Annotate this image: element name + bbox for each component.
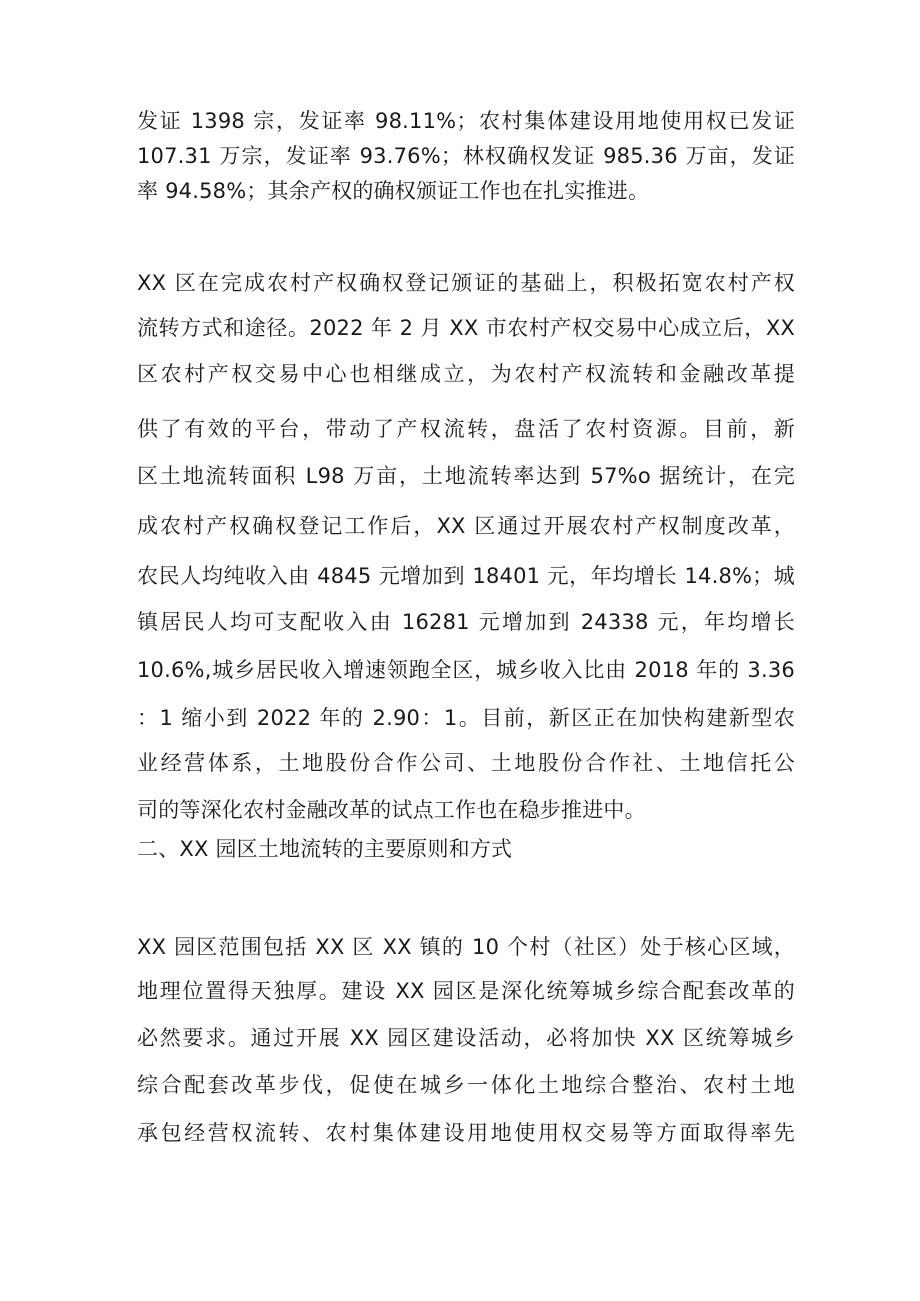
paragraph-2-line: XX 区在完成农村产权确权登记颁证的基础上，积极拓宽农村产权	[137, 271, 795, 295]
paragraph-2-line: 镇居民人均可支配收入由 16281 元增加到 24338 元，年均增长	[137, 610, 795, 634]
paragraph-1-line: 107.31 万宗，发证率 93.76%；林权确权发证 985.36 万亩，发证	[137, 144, 795, 168]
paragraph-2-line: 供了有效的平台，带动了产权流转，盘活了农村资源。目前，新	[137, 417, 795, 441]
paragraph-3-line: 承包经营权流转、农村集体建设用地使用权交易等方面取得率先	[137, 1121, 795, 1145]
section-heading: 二、XX 园区土地流转的主要原则和方式	[137, 837, 513, 861]
paragraph-2-line: 业经营体系，土地股份合作公司、土地股份合作社、土地信托公	[137, 751, 795, 775]
paragraph-2-line: 10.6%,城乡居民收入增速领跑全区，城乡收入比由 2018 年的 3.36	[137, 658, 795, 682]
paragraph-2-line: 区土地流转面积 L98 万亩，土地流转率达到 57%o 据统计，在完	[137, 464, 795, 488]
paragraph-2-line: 司的等深化农村金融改革的试点工作也在稳步推进中。	[137, 798, 646, 822]
paragraph-2-line: 成农村产权确权登记工作后，XX 区通过开展农村产权制度改革，	[137, 514, 795, 538]
paragraph-2-line: ：1 缩小到 2022 年的 2.90：1。目前，新区正在加快构建新型农	[137, 706, 795, 730]
paragraph-2-line: 农民人均纯收入由 4845 元增加到 18401 元，年均增长 14.8%；城	[137, 564, 795, 588]
paragraph-1-line: 发证 1398 宗，发证率 98.11%；农村集体建设用地使用权已发证	[137, 109, 795, 133]
paragraph-3-line: XX 园区范围包括 XX 区 XX 镇的 10 个村（社区）处于核心区域，	[137, 935, 795, 959]
paragraph-2-line: 区农村产权交易中心也相继成立，为农村产权流转和金融改革提	[137, 362, 795, 386]
paragraph-3-line: 综合配套改革步伐，促使在城乡一体化土地综合整治、农村土地	[137, 1073, 795, 1097]
paragraph-3-line: 地理位置得天独厚。建设 XX 园区是深化统筹城乡综合配套改革的	[137, 979, 795, 1003]
paragraph-2-line: 流转方式和途径。2022 年 2 月 XX 市农村产权交易中心成立后，XX	[137, 316, 795, 340]
paragraph-1-line: 率 94.58%；其余产权的确权颁证工作也在扎实推进。	[137, 179, 650, 203]
paragraph-3-line: 必然要求。通过开展 XX 园区建设活动，必将加快 XX 区统筹城乡	[137, 1026, 795, 1050]
